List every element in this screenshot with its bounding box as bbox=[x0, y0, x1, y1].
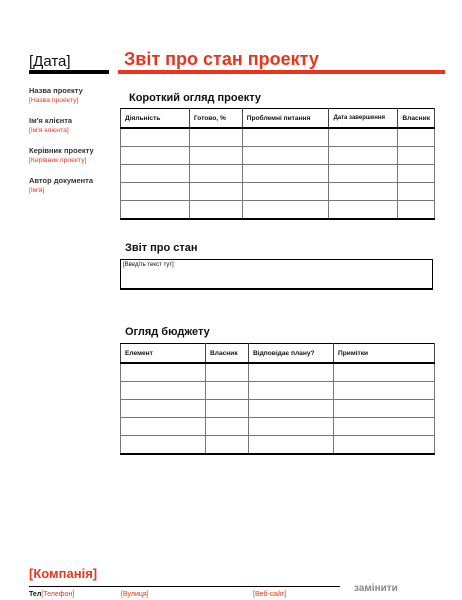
col-complete: Готово, % bbox=[189, 109, 242, 129]
table-row[interactable] bbox=[121, 201, 435, 220]
footer-phone bbox=[29, 591, 74, 598]
col-on-plan: Відповідає плану? bbox=[249, 344, 334, 364]
client-name-field[interactable]: [Ім'я клієнта] bbox=[29, 127, 69, 134]
overview-heading: Короткий огляд проекту bbox=[129, 92, 262, 104]
website-field[interactable]: [Веб-сайт] bbox=[253, 591, 287, 598]
budget-heading: Огляд бюджету bbox=[125, 326, 210, 338]
author-field[interactable]: [Ім'я] bbox=[29, 187, 45, 194]
table-row[interactable] bbox=[121, 128, 435, 147]
table-row[interactable] bbox=[121, 363, 435, 382]
col-end-date: Дата завершення bbox=[329, 109, 398, 129]
report-title: Звіт про стан проекту bbox=[124, 49, 319, 69]
header-rule-black bbox=[29, 70, 109, 74]
phone-field[interactable]: [Телефон] bbox=[41, 591, 75, 598]
header-rule-red bbox=[118, 70, 445, 74]
project-name-label: Назва проекту bbox=[29, 86, 83, 95]
sidebar-project-manager bbox=[29, 146, 119, 165]
client-name-label: Ім'я клієнта bbox=[29, 116, 73, 125]
col-notes: Примітки bbox=[334, 344, 435, 364]
budget-table bbox=[120, 343, 435, 455]
project-manager-label: Керівник проекту bbox=[29, 146, 94, 155]
status-heading: Звіт про стан bbox=[125, 242, 198, 254]
author-label: Автор документа bbox=[29, 176, 94, 185]
sidebar-client-name bbox=[29, 116, 119, 135]
project-name-field[interactable]: [Назва проекту] bbox=[29, 97, 79, 104]
company-field[interactable]: [Компанія] bbox=[29, 566, 98, 581]
table-row[interactable] bbox=[121, 147, 435, 165]
sidebar-project-name bbox=[29, 86, 119, 105]
table-row[interactable] bbox=[121, 418, 435, 436]
overview-table bbox=[120, 108, 435, 220]
table-row[interactable] bbox=[121, 183, 435, 201]
table-row[interactable] bbox=[121, 436, 435, 455]
col-issues: Проблемні питання bbox=[242, 109, 329, 129]
status-text-field[interactable]: [Введіть текст тут] bbox=[120, 259, 433, 290]
project-manager-field[interactable]: [Керівник проекту] bbox=[29, 157, 87, 164]
sidebar-author bbox=[29, 176, 119, 195]
table-row[interactable] bbox=[121, 165, 435, 183]
col-item: Елемент bbox=[121, 344, 206, 364]
col-owner: Власник bbox=[398, 109, 435, 129]
col-budget-owner: Власник bbox=[206, 344, 249, 364]
street-field[interactable]: [Вулиця] bbox=[121, 591, 149, 598]
table-row[interactable] bbox=[121, 400, 435, 418]
phone-label: Тел bbox=[29, 591, 42, 598]
date-field[interactable]: [Дата] bbox=[29, 53, 71, 70]
footer-rule bbox=[29, 586, 340, 587]
table-row[interactable] bbox=[121, 382, 435, 400]
replace-logo-text: замінити bbox=[354, 583, 398, 594]
col-activity: Діяльність bbox=[121, 109, 190, 129]
